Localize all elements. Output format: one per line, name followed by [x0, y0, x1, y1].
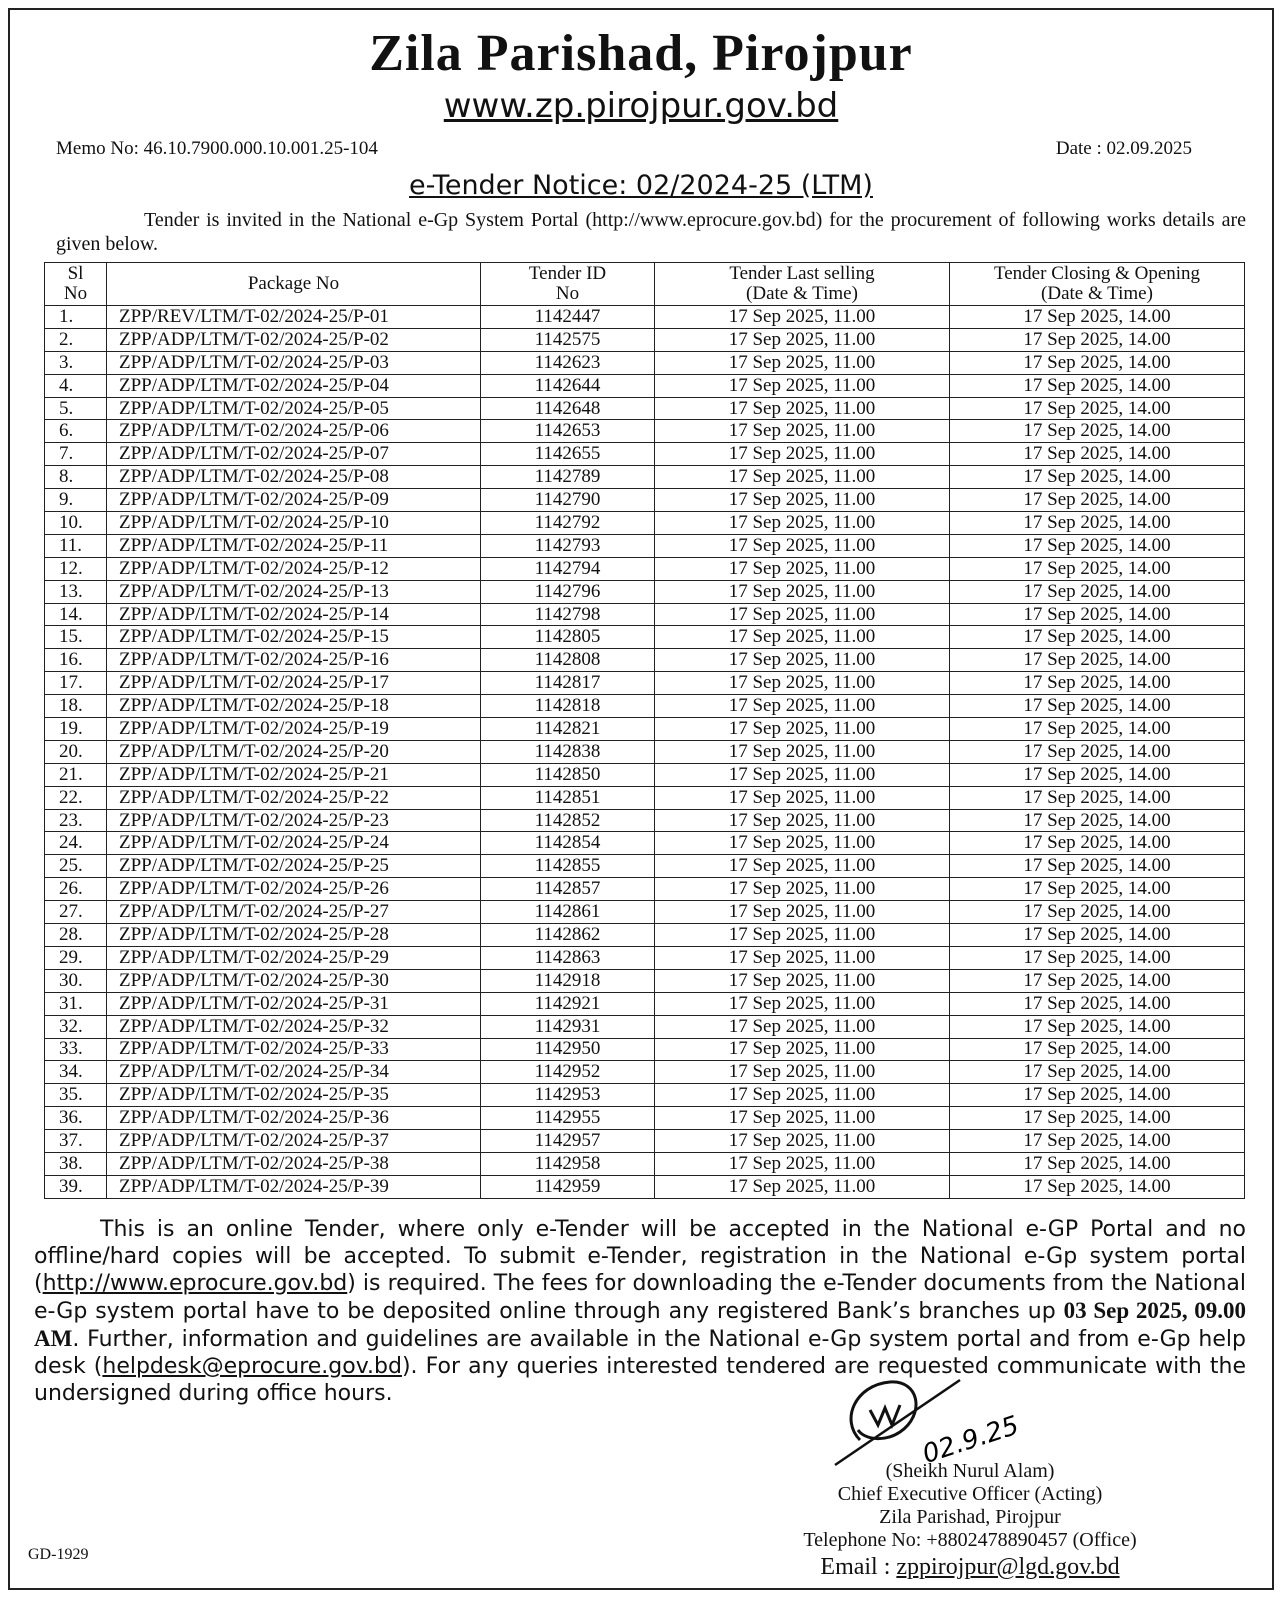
table-row	[45, 1107, 1245, 1130]
deadline-text: 03 Sep 2025, 09.00 AM	[34, 1298, 1247, 1351]
row-last-selling: 17 Sep 2025, 11.00	[655, 534, 950, 557]
signatory-telephone: Telephone No: +8802478890457 (Office)	[803, 1529, 1137, 1551]
row-package-no: ZPP/ADP/LTM/T-02/2024-25/P-11	[107, 534, 481, 557]
row-package-no: ZPP/ADP/LTM/T-02/2024-25/P-12	[107, 557, 481, 580]
table-row	[45, 466, 1245, 489]
col-header-sl: Sl No	[45, 263, 107, 306]
row-last-selling: 17 Sep 2025, 11.00	[655, 420, 950, 443]
row-package-no: ZPP/ADP/LTM/T-02/2024-25/P-30	[107, 969, 481, 992]
row-sl-no: 18.	[45, 695, 107, 718]
row-tender-id: 1142821	[481, 718, 655, 741]
row-last-selling: 17 Sep 2025, 11.00	[655, 328, 950, 351]
row-package-no: ZPP/ADP/LTM/T-02/2024-25/P-08	[107, 466, 481, 489]
row-tender-id: 1142952	[481, 1061, 655, 1084]
row-last-selling: 17 Sep 2025, 11.00	[655, 1015, 950, 1038]
row-sl-no: 8.	[45, 466, 107, 489]
row-closing-opening: 17 Sep 2025, 14.00	[950, 969, 1245, 992]
row-sl-no: 29.	[45, 946, 107, 969]
row-closing-opening: 17 Sep 2025, 14.00	[950, 351, 1245, 374]
row-tender-id: 1142953	[481, 1084, 655, 1107]
table-row	[45, 946, 1245, 969]
row-closing-opening: 17 Sep 2025, 14.00	[950, 443, 1245, 466]
row-sl-no: 24.	[45, 832, 107, 855]
row-sl-no: 39.	[45, 1175, 107, 1198]
table-row	[45, 306, 1245, 329]
table-row	[45, 1130, 1245, 1153]
row-sl-no: 37.	[45, 1130, 107, 1153]
table-row	[45, 397, 1245, 420]
row-package-no: ZPP/ADP/LTM/T-02/2024-25/P-39	[107, 1175, 481, 1198]
row-last-selling: 17 Sep 2025, 11.00	[655, 1152, 950, 1175]
row-closing-opening: 17 Sep 2025, 14.00	[950, 489, 1245, 512]
row-closing-opening: 17 Sep 2025, 14.00	[950, 1152, 1245, 1175]
row-last-selling: 17 Sep 2025, 11.00	[655, 1130, 950, 1153]
row-closing-opening: 17 Sep 2025, 14.00	[950, 992, 1245, 1015]
row-last-selling: 17 Sep 2025, 11.00	[655, 1175, 950, 1198]
row-tender-id: 1142794	[481, 557, 655, 580]
table-row	[45, 786, 1245, 809]
row-package-no: ZPP/ADP/LTM/T-02/2024-25/P-20	[107, 740, 481, 763]
table-row	[45, 351, 1245, 374]
row-closing-opening: 17 Sep 2025, 14.00	[950, 512, 1245, 535]
row-sl-no: 3.	[45, 351, 107, 374]
row-last-selling: 17 Sep 2025, 11.00	[655, 443, 950, 466]
row-package-no: ZPP/ADP/LTM/T-02/2024-25/P-38	[107, 1152, 481, 1175]
table-row	[45, 832, 1245, 855]
table-row	[45, 580, 1245, 603]
row-last-selling: 17 Sep 2025, 11.00	[655, 969, 950, 992]
row-package-no: ZPP/ADP/LTM/T-02/2024-25/P-17	[107, 672, 481, 695]
row-closing-opening: 17 Sep 2025, 14.00	[950, 603, 1245, 626]
row-sl-no: 21.	[45, 763, 107, 786]
row-package-no: ZPP/REV/LTM/T-02/2024-25/P-01	[107, 306, 481, 329]
row-sl-no: 17.	[45, 672, 107, 695]
row-tender-id: 1142789	[481, 466, 655, 489]
table-row	[45, 603, 1245, 626]
row-tender-id: 1142817	[481, 672, 655, 695]
row-closing-opening: 17 Sep 2025, 14.00	[950, 420, 1245, 443]
intro-paragraph: Tender is invited in the National e-Gp System Portal (http://www.eprocure.gov.bd) for the procurement of following works details are given below.	[56, 209, 1246, 255]
row-last-selling: 17 Sep 2025, 11.00	[655, 992, 950, 1015]
row-closing-opening: 17 Sep 2025, 14.00	[950, 1038, 1245, 1061]
table-row	[45, 695, 1245, 718]
row-package-no: ZPP/ADP/LTM/T-02/2024-25/P-22	[107, 786, 481, 809]
row-sl-no: 16.	[45, 649, 107, 672]
row-last-selling: 17 Sep 2025, 11.00	[655, 1038, 950, 1061]
signature-date: 02.9.25	[919, 1410, 1023, 1470]
row-tender-id: 1142808	[481, 649, 655, 672]
table-row	[45, 969, 1245, 992]
table-row	[45, 1152, 1245, 1175]
row-tender-id: 1142793	[481, 534, 655, 557]
row-package-no: ZPP/ADP/LTM/T-02/2024-25/P-09	[107, 489, 481, 512]
row-package-no: ZPP/ADP/LTM/T-02/2024-25/P-37	[107, 1130, 481, 1153]
row-tender-id: 1142850	[481, 763, 655, 786]
row-sl-no: 35.	[45, 1084, 107, 1107]
row-last-selling: 17 Sep 2025, 11.00	[655, 1084, 950, 1107]
website-link[interactable]: www.zp.pirojpur.gov.bd	[443, 86, 839, 126]
col-header-package: Package No	[107, 263, 481, 306]
table-row	[45, 328, 1245, 351]
row-last-selling: 17 Sep 2025, 11.00	[655, 351, 950, 374]
row-closing-opening: 17 Sep 2025, 14.00	[950, 695, 1245, 718]
row-package-no: ZPP/ADP/LTM/T-02/2024-25/P-04	[107, 374, 481, 397]
tender-table	[44, 262, 1245, 1199]
table-row	[45, 718, 1245, 741]
row-sl-no: 5.	[45, 397, 107, 420]
row-package-no: ZPP/ADP/LTM/T-02/2024-25/P-21	[107, 763, 481, 786]
row-closing-opening: 17 Sep 2025, 14.00	[950, 878, 1245, 901]
row-package-no: ZPP/ADP/LTM/T-02/2024-25/P-36	[107, 1107, 481, 1130]
row-last-selling: 17 Sep 2025, 11.00	[655, 626, 950, 649]
row-last-selling: 17 Sep 2025, 11.00	[655, 832, 950, 855]
row-last-selling: 17 Sep 2025, 11.00	[655, 580, 950, 603]
row-tender-id: 1142653	[481, 420, 655, 443]
table-row	[45, 740, 1245, 763]
row-closing-opening: 17 Sep 2025, 14.00	[950, 557, 1245, 580]
row-tender-id: 1142796	[481, 580, 655, 603]
row-last-selling: 17 Sep 2025, 11.00	[655, 786, 950, 809]
table-row	[45, 443, 1245, 466]
row-last-selling: 17 Sep 2025, 11.00	[655, 740, 950, 763]
row-last-selling: 17 Sep 2025, 11.00	[655, 946, 950, 969]
row-closing-opening: 17 Sep 2025, 14.00	[950, 1130, 1245, 1153]
row-tender-id: 1142644	[481, 374, 655, 397]
table-row	[45, 1084, 1245, 1107]
row-package-no: ZPP/ADP/LTM/T-02/2024-25/P-15	[107, 626, 481, 649]
row-package-no: ZPP/ADP/LTM/T-02/2024-25/P-25	[107, 855, 481, 878]
office-title: Zila Parishad, Pirojpur	[369, 25, 913, 82]
row-closing-opening: 17 Sep 2025, 14.00	[950, 672, 1245, 695]
row-closing-opening: 17 Sep 2025, 14.00	[950, 328, 1245, 351]
row-tender-id: 1142861	[481, 901, 655, 924]
notice-title	[10, 170, 1272, 201]
notice-page	[8, 8, 1274, 1590]
row-closing-opening: 17 Sep 2025, 14.00	[950, 832, 1245, 855]
row-tender-id: 1142798	[481, 603, 655, 626]
row-package-no: ZPP/ADP/LTM/T-02/2024-25/P-27	[107, 901, 481, 924]
row-package-no: ZPP/ADP/LTM/T-02/2024-25/P-14	[107, 603, 481, 626]
row-sl-no: 20.	[45, 740, 107, 763]
row-package-no: ZPP/ADP/LTM/T-02/2024-25/P-19	[107, 718, 481, 741]
notice-date: Date : 02.09.2025	[1055, 138, 1192, 159]
table-row	[45, 626, 1245, 649]
row-last-selling: 17 Sep 2025, 11.00	[655, 695, 950, 718]
row-tender-id: 1142854	[481, 832, 655, 855]
row-package-no: ZPP/ADP/LTM/T-02/2024-25/P-32	[107, 1015, 481, 1038]
row-package-no: ZPP/ADP/LTM/T-02/2024-25/P-23	[107, 809, 481, 832]
row-tender-id: 1142950	[481, 1038, 655, 1061]
signatory-office: Zila Parishad, Pirojpur	[879, 1506, 1061, 1528]
row-sl-no: 6.	[45, 420, 107, 443]
row-tender-id: 1142863	[481, 946, 655, 969]
row-closing-opening: 17 Sep 2025, 14.00	[950, 786, 1245, 809]
row-package-no: ZPP/ADP/LTM/T-02/2024-25/P-05	[107, 397, 481, 420]
row-tender-id: 1142623	[481, 351, 655, 374]
row-tender-id: 1142575	[481, 328, 655, 351]
table-row	[45, 924, 1245, 947]
table-row	[45, 534, 1245, 557]
row-sl-no: 22.	[45, 786, 107, 809]
row-sl-no: 9.	[45, 489, 107, 512]
signatory-designation: Chief Executive Officer (Acting)	[837, 1483, 1103, 1505]
row-sl-no: 4.	[45, 374, 107, 397]
table-body	[45, 306, 1245, 1199]
row-sl-no: 36.	[45, 1107, 107, 1130]
row-package-no: ZPP/ADP/LTM/T-02/2024-25/P-26	[107, 878, 481, 901]
row-last-selling: 17 Sep 2025, 11.00	[655, 603, 950, 626]
row-last-selling: 17 Sep 2025, 11.00	[655, 1061, 950, 1084]
signatory-block	[730, 1460, 1210, 1582]
row-closing-opening: 17 Sep 2025, 14.00	[950, 649, 1245, 672]
table-row	[45, 901, 1245, 924]
row-sl-no: 12.	[45, 557, 107, 580]
row-package-no: ZPP/ADP/LTM/T-02/2024-25/P-35	[107, 1084, 481, 1107]
row-last-selling: 17 Sep 2025, 11.00	[655, 878, 950, 901]
row-closing-opening: 17 Sep 2025, 14.00	[950, 534, 1245, 557]
row-closing-opening: 17 Sep 2025, 14.00	[950, 855, 1245, 878]
row-tender-id: 1142959	[481, 1175, 655, 1198]
row-tender-id: 1142805	[481, 626, 655, 649]
table-row	[45, 1061, 1245, 1084]
row-sl-no: 31.	[45, 992, 107, 1015]
row-closing-opening: 17 Sep 2025, 14.00	[950, 718, 1245, 741]
row-tender-id: 1142851	[481, 786, 655, 809]
row-last-selling: 17 Sep 2025, 11.00	[655, 1107, 950, 1130]
row-sl-no: 25.	[45, 855, 107, 878]
row-sl-no: 7.	[45, 443, 107, 466]
row-last-selling: 17 Sep 2025, 11.00	[655, 809, 950, 832]
row-last-selling: 17 Sep 2025, 11.00	[655, 649, 950, 672]
row-tender-id: 1142931	[481, 1015, 655, 1038]
row-package-no: ZPP/ADP/LTM/T-02/2024-25/P-07	[107, 443, 481, 466]
row-tender-id: 1142818	[481, 695, 655, 718]
row-closing-opening: 17 Sep 2025, 14.00	[950, 397, 1245, 420]
row-last-selling: 17 Sep 2025, 11.00	[655, 489, 950, 512]
row-package-no: ZPP/ADP/LTM/T-02/2024-25/P-03	[107, 351, 481, 374]
col-header-closing: Tender Closing & Opening (Date & Time)	[950, 263, 1245, 306]
row-closing-opening: 17 Sep 2025, 14.00	[950, 1107, 1245, 1130]
eprocure-link[interactable]: http://www.eprocure.gov.bd	[42, 1271, 348, 1296]
row-sl-no: 33.	[45, 1038, 107, 1061]
row-tender-id: 1142792	[481, 512, 655, 535]
table-row	[45, 992, 1245, 1015]
row-last-selling: 17 Sep 2025, 11.00	[655, 924, 950, 947]
row-closing-opening: 17 Sep 2025, 14.00	[950, 1084, 1245, 1107]
row-sl-no: 34.	[45, 1061, 107, 1084]
row-closing-opening: 17 Sep 2025, 14.00	[950, 901, 1245, 924]
row-sl-no: 10.	[45, 512, 107, 535]
row-sl-no: 2.	[45, 328, 107, 351]
row-sl-no: 38.	[45, 1152, 107, 1175]
row-sl-no: 30.	[45, 969, 107, 992]
row-package-no: ZPP/ADP/LTM/T-02/2024-25/P-28	[107, 924, 481, 947]
table-row	[45, 878, 1245, 901]
row-last-selling: 17 Sep 2025, 11.00	[655, 901, 950, 924]
row-sl-no: 1.	[45, 306, 107, 329]
table-row	[45, 763, 1245, 786]
signatory-email-line: Email : zppirojpur@lgd.gov.bd	[820, 1554, 1120, 1580]
row-last-selling: 17 Sep 2025, 11.00	[655, 397, 950, 420]
table-row	[45, 1015, 1245, 1038]
row-tender-id: 1142958	[481, 1152, 655, 1175]
row-package-no: ZPP/ADP/LTM/T-02/2024-25/P-29	[107, 946, 481, 969]
row-closing-opening: 17 Sep 2025, 14.00	[950, 1061, 1245, 1084]
row-closing-opening: 17 Sep 2025, 14.00	[950, 946, 1245, 969]
row-closing-opening: 17 Sep 2025, 14.00	[950, 626, 1245, 649]
row-tender-id: 1142838	[481, 740, 655, 763]
row-closing-opening: 17 Sep 2025, 14.00	[950, 740, 1245, 763]
row-tender-id: 1142857	[481, 878, 655, 901]
office-website	[10, 86, 1272, 126]
table-row	[45, 489, 1245, 512]
table-row	[45, 809, 1245, 832]
row-last-selling: 17 Sep 2025, 11.00	[655, 855, 950, 878]
row-tender-id: 1142447	[481, 306, 655, 329]
row-last-selling: 17 Sep 2025, 11.00	[655, 718, 950, 741]
row-last-selling: 17 Sep 2025, 11.00	[655, 466, 950, 489]
table-row	[45, 557, 1245, 580]
row-tender-id: 1142655	[481, 443, 655, 466]
table-row	[45, 374, 1245, 397]
row-last-selling: 17 Sep 2025, 11.00	[655, 672, 950, 695]
helpdesk-email-link[interactable]: helpdesk@eprocure.gov.bd	[102, 1354, 402, 1379]
row-package-no: ZPP/ADP/LTM/T-02/2024-25/P-24	[107, 832, 481, 855]
table-row	[45, 512, 1245, 535]
row-last-selling: 17 Sep 2025, 11.00	[655, 512, 950, 535]
row-tender-id: 1142648	[481, 397, 655, 420]
row-sl-no: 26.	[45, 878, 107, 901]
row-closing-opening: 17 Sep 2025, 14.00	[950, 1015, 1245, 1038]
row-closing-opening: 17 Sep 2025, 14.00	[950, 306, 1245, 329]
col-header-last-selling: Tender Last selling (Date & Time)	[655, 263, 950, 306]
row-package-no: ZPP/ADP/LTM/T-02/2024-25/P-13	[107, 580, 481, 603]
row-package-no: ZPP/ADP/LTM/T-02/2024-25/P-18	[107, 695, 481, 718]
handwritten-signature	[830, 1370, 1060, 1470]
row-sl-no: 23.	[45, 809, 107, 832]
row-closing-opening: 17 Sep 2025, 14.00	[950, 580, 1245, 603]
row-last-selling: 17 Sep 2025, 11.00	[655, 374, 950, 397]
row-sl-no: 28.	[45, 924, 107, 947]
row-closing-opening: 17 Sep 2025, 14.00	[950, 924, 1245, 947]
row-closing-opening: 17 Sep 2025, 14.00	[950, 763, 1245, 786]
row-package-no: ZPP/ADP/LTM/T-02/2024-25/P-06	[107, 420, 481, 443]
row-closing-opening: 17 Sep 2025, 14.00	[950, 809, 1245, 832]
row-package-no: ZPP/ADP/LTM/T-02/2024-25/P-33	[107, 1038, 481, 1061]
row-tender-id: 1142921	[481, 992, 655, 1015]
row-sl-no: 15.	[45, 626, 107, 649]
row-tender-id: 1142918	[481, 969, 655, 992]
table-row	[45, 649, 1245, 672]
table-row	[45, 1175, 1245, 1198]
row-sl-no: 13.	[45, 580, 107, 603]
table-header-row	[45, 263, 1245, 306]
notice-title-text: e-Tender Notice: 02/2024-25 (LTM)	[409, 170, 873, 201]
row-package-no: ZPP/ADP/LTM/T-02/2024-25/P-31	[107, 992, 481, 1015]
instructions-paragraph: This is an online Tender, where only e-Tender will be accepted in the National e-GP Portal and no offline/hard copies will be accepted. To submit e-Tender, registration in the National e-Gp system portal (http://www.eprocure.gov.bd) is required. The fees for downloading the e-Tender documents from the National e-Gp system portal have to be deposited online through any registered Bank’s branches up 03 Sep 2025, 09.00 AM. Further, information and guidelines are available in the National e-Gp system portal and from e-Gp help desk (helpdesk@eprocure.gov.bd). For any queries interested tendered are requested communicate with the undersigned during office hours.	[34, 1217, 1247, 1406]
row-closing-opening: 17 Sep 2025, 14.00	[950, 466, 1245, 489]
row-last-selling: 17 Sep 2025, 11.00	[655, 306, 950, 329]
row-last-selling: 17 Sep 2025, 11.00	[655, 763, 950, 786]
row-tender-id: 1142862	[481, 924, 655, 947]
table-row	[45, 1038, 1245, 1061]
row-package-no: ZPP/ADP/LTM/T-02/2024-25/P-34	[107, 1061, 481, 1084]
row-sl-no: 11.	[45, 534, 107, 557]
row-closing-opening: 17 Sep 2025, 14.00	[950, 1175, 1245, 1198]
row-tender-id: 1142855	[481, 855, 655, 878]
memo-number: Memo No: 46.10.7900.000.10.001.25-104	[56, 138, 378, 159]
signatory-name: (Sheikh Nurul Alam)	[885, 1460, 1055, 1482]
row-sl-no: 27.	[45, 901, 107, 924]
row-tender-id: 1142957	[481, 1130, 655, 1153]
table-row	[45, 420, 1245, 443]
row-sl-no: 19.	[45, 718, 107, 741]
row-tender-id: 1142790	[481, 489, 655, 512]
row-sl-no: 14.	[45, 603, 107, 626]
row-sl-no: 32.	[45, 1015, 107, 1038]
row-last-selling: 17 Sep 2025, 11.00	[655, 557, 950, 580]
row-package-no: ZPP/ADP/LTM/T-02/2024-25/P-02	[107, 328, 481, 351]
row-tender-id: 1142852	[481, 809, 655, 832]
signatory-email-link[interactable]: zppirojpur@lgd.gov.bd	[896, 1554, 1120, 1580]
row-package-no: ZPP/ADP/LTM/T-02/2024-25/P-16	[107, 649, 481, 672]
row-closing-opening: 17 Sep 2025, 14.00	[950, 374, 1245, 397]
table-row	[45, 672, 1245, 695]
row-package-no: ZPP/ADP/LTM/T-02/2024-25/P-10	[107, 512, 481, 535]
table-row	[45, 855, 1245, 878]
document-code: GD-1929	[28, 1546, 89, 1563]
col-header-tender-id: Tender ID No	[481, 263, 655, 306]
row-tender-id: 1142955	[481, 1107, 655, 1130]
